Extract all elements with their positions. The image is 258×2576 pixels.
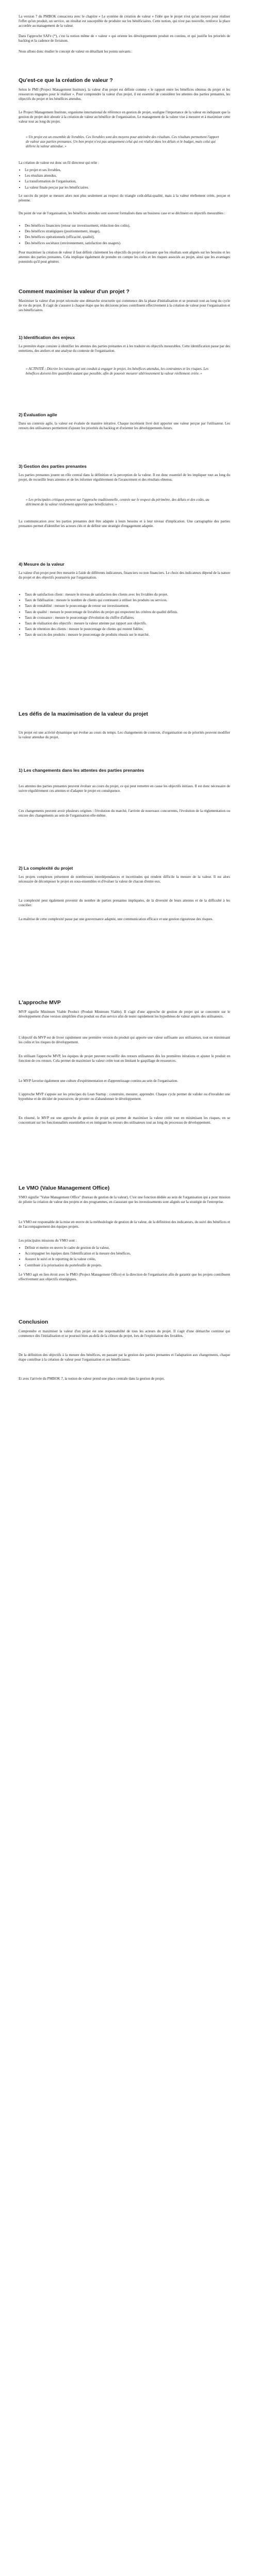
list-item: • Des bénéfices stratégiques (positionnement, image),: [25, 229, 231, 234]
mvp-paragraph-6: En résumé, le MVP est une approche de gestion de projet qui permet de maximiser la valeur créée tout en minimisant les risques, en se concentrant sur les fonctionnalités essentielles et en intégrant les retours des utilisateurs tout au long du processus de développement.: [19, 1116, 230, 1125]
complex-paragraph-1: Les projets complexes présentent de nombreuses interdépendances et incertitudes qui rendent difficile la mesure de la valeur. Il est alors nécessaire de décomposer le projet en sous-ensembles et d'évaluer la valeur de chacun d'entre eux.: [19, 875, 230, 884]
list-item: • Taux de rentabilité : mesure le pourcentage de retour sur investissement.: [25, 604, 231, 608]
change-paragraph-2: Ces changements peuvent avoir plusieurs origines : l'évolution du marché, l'arrivée de nouveaux concurrents, l'évolution de la réglementation ou encore des changements au sein de l'organisation elle-même.: [19, 809, 230, 818]
list-item: • Le projet et ses livrables,: [25, 168, 231, 173]
complex-paragraph-2: La complexité peut également provenir du nombre de parties prenantes impliquées, de la diversité de leurs attentes et de la difficulté à les concilier.: [19, 899, 230, 908]
gest-paragraph-1: Les parties prenantes jouent un rôle central dans la définition et la perception de la valeur. Il est donc essentiel de les impliquer tout au long du projet, de recueillir leurs attentes et de les informer régulièrement de l'avancement et des résultats obtenus.: [19, 473, 230, 482]
subheading-identification: 1) Identification des enjeux: [19, 335, 75, 340]
list-item: • Des bénéfices opérationnels (efficacité, qualité),: [25, 235, 231, 240]
gest-paragraph-2: La communication avec les parties prenantes doit être adaptée à leurs besoins et à leur niveau d'implication. Une cartographie des parties prenantes permet d'identifier les acteurs clés et de définir une stratégie d'engagement adaptée.: [19, 519, 230, 529]
list-item: • Taux de succès des produits : mesure le pourcentage de produits réussis sur le marché.: [25, 633, 231, 637]
list-item: • Assurer le suivi et le reporting de la valeur créée,: [25, 1257, 231, 1262]
subheading-gestion: 3) Gestion des parties prenantes: [19, 464, 87, 469]
mvp-paragraph-4: Le MVP favorise également une culture d'expérimentation et d'apprentissage continu au sein de l'organisation.: [19, 1079, 178, 1083]
vmo-paragraph-2: Le VMO est responsable de la mise en œuvre de la méthodologie de gestion de la valeur, de la définition des indicateurs, du suivi des bénéfices et de l'accompagnement des équipes projets.: [19, 1220, 230, 1229]
what-list: [19, 168, 231, 191]
list-item: • Des bénéfices sociétaux (environnement, satisfaction des usagers).: [25, 241, 231, 246]
list-item: • La transformation de l'organisation,: [25, 179, 231, 184]
list-item: • La valeur finale perçue par les bénéficiaires.: [25, 185, 231, 190]
list-item: • Taux de croissance : mesure le pourcentage d'évolution du chiffre d'affaires.: [25, 616, 231, 620]
mesure-paragraph-1: La valeur d'un projet peut être mesurée à l'aide de différents indicateurs, financiers ou non financiers. Le choix des indicateurs dépend de la nature du projet et des objectifs poursuivis par l'organisation.: [19, 571, 230, 580]
eval-paragraph-1: Dans un contexte agile, la valeur est évaluée de manière itérative. Chaque incrément livré doit apporter une valeur perçue par l'utilisateur. Les retours des utilisateurs permettent d'ajuster les priorités du backlog et d'orienter les développements futurs.: [19, 421, 230, 431]
list-item: • Contribuer à la priorisation du portefeuille de projets.: [25, 1263, 231, 1268]
defis-paragraph-1: Un projet est une activité dynamique qui évolue au cours du temps. Les changements de contexte, d'organisation ou de priorités peuvent modifier la valeur attendue du projet.: [19, 731, 230, 740]
conclusion-paragraph-2: De la définition des objectifs à la mesure des bénéfices, en passant par la gestion des parties prenantes et l'adaptation aux changements, chaque étape contribue à la création de valeur pour l'organisation et ses bénéficiaires.: [19, 1353, 230, 1362]
what-paragraph-2: Le Project Management Institute, organisme international de référence en gestion de projet, souligne l'importance de la valeur en indiquant que la gestion de projet doit aboutir à la création de valeur au bénéfice de l'organisation. Le management de la valeur vise à mesurer et à maximiser cette valeur tout au long du projet.: [19, 110, 230, 124]
mvp-paragraph-3: En utilisant l'approche MVP, les équipes de projet peuvent recueillir des retours utilisateurs dès les premières itérations et ajuster le produit en fonction de ces retours. Cela permet de maximiser la valeur créée tout en limitant le gaspillage de ressources.: [19, 1054, 230, 1063]
vmo-paragraph-4: Le VMO agit en lien étroit avec le PMO (Project Management Office) et la direction de l'organisation afin de garantir que les projets contribuent effectivement aux objectifs stratégiques.: [19, 1273, 230, 1282]
list-item: • Définir et mettre en œuvre le cadre de gestion de la valeur,: [25, 1246, 231, 1250]
vmo-list: [19, 1246, 231, 1269]
list-item: • Les résultats attendus,: [25, 174, 231, 178]
mvp-paragraph-5: L'approche MVP s'appuie sur les principes du Lean Startup : construire, mesurer, apprendre. Chaque cycle permet de valider ou d'invalider une hypothèse et de décider de poursuivre, de pivoter ou d'abandonner le développement.: [19, 1092, 230, 1101]
complex-paragraph-3: La maîtrise de cette complexité passe par une gouvernance adaptée, une communication efficace et une gestion rigoureuse des risques.: [19, 917, 213, 921]
mvp-paragraph-1: MVP signifie Minimum Viable Product (Produit Minimum Viable). Il s'agit d'une approche de gestion de projet qui se concentre sur le développement d'une version simplifiée d'un produit ou d'un service afin de tester rapidement les hypothèses de valeur auprès des utilisateurs.: [19, 1010, 230, 1019]
list-item: • Taux de fidélisation : mesure le nombre de clients qui continuent à utiliser les produits ou services.: [25, 598, 231, 603]
mvp-paragraph-2: L'objectif du MVP est de livrer rapidement une première version du produit qui apporte une valeur suffisante aux utilisateurs, tout en minimisant les coûts et les risques de développement.: [19, 1036, 230, 1045]
conclusion-paragraph-3: Et avec l'arrivée du PMBOK 7, la notion de valeur prend une place centrale dans la gestion de projet.: [19, 1377, 165, 1381]
section-heading-what: Qu'est-ce que la création de valeur ?: [19, 77, 113, 83]
list-item: • Accompagner les équipes dans l'identification et la mesure des bénéfices,: [25, 1251, 231, 1256]
subheading-evaluation: 2) Évaluation agile: [19, 412, 57, 417]
intro-paragraph-3: Nous allons donc étudier le concept de valeur en détaillant les points suivants :: [19, 49, 133, 54]
what-quote: « Un projet est un ensemble de livrables. Ces livrables sont des moyens pour atteindre des résultats. Ces résultats permettent l'apport de valeur aux parties prenantes. Un bon projet n'est pas uniquement celui qui est réalisé dans les délais et le budget, mais celui qui délivre la valeur attendue. »: [26, 135, 219, 149]
section-heading-defis: Les défis de la maximisation de la valeur du projet: [19, 711, 148, 717]
what-paragraph-5: Du point de vue de l'organisation, les bénéfices attendus sont souvent formalisés dans un business case et se déclinent en objectifs mesurables :: [19, 211, 225, 215]
vmo-paragraph-1: VMO signifie "Value Management Office" (bureau de gestion de la valeur). C'est une fonction dédiée au sein de l'organisation qui a pour mission de piloter la création de valeur des projets et des programmes, en s'assurant que les investissements sont alignés sur la stratégie de l'entreprise.: [19, 1195, 230, 1205]
subheading-mesure: 4) Mesure de la valeur: [19, 562, 64, 567]
list-item: • Taux de qualité : mesure le pourcentage de livrables du projet qui respectent les critères de qualité définis.: [25, 610, 231, 615]
what-paragraph-4: Le succès du projet se mesure alors non plus seulement au respect du triangle coût-délai-qualité, mais à la valeur réellement créée, perçue et pérenne.: [19, 194, 230, 203]
what-paragraph-1: Selon le PMI (Project Management Institute), la valeur d'un projet est définie comme « le rapport entre les bénéfices obtenus du projet et les ressources engagées pour le réaliser ». Pour comprendre la valeur d'un projet, il est essentiel de considérer les attentes des parties prenantes, les objectifs du projet et les bénéfices attendus.: [19, 88, 230, 101]
list-item: • Taux de réalisation des objectifs : mesure la valeur atteinte par rapport aux objectifs.: [25, 621, 231, 626]
list-item: • Taux de satisfaction client : mesure le niveau de satisfaction des clients avec les livrables du projet.: [25, 592, 231, 597]
what-paragraph-6: Pour maximiser la création de valeur il faut définir clairement les objectifs du projet et s'assurer que les résultats sont alignés sur les besoins et les attentes des parties prenantes. Cela implique également de prendre en compte les coûts et les risques associés au projet, ainsi que les avantages potentiels qu'il peut générer.: [19, 250, 230, 264]
section-heading-mvp: L'approche MVP: [19, 999, 61, 1006]
what-list-2: [19, 224, 231, 247]
mesure-list: [19, 592, 231, 639]
intro-paragraph-2: Dans l'approche SAFe (*), c'est la notion même de « valeur » qui oriente les développements produit en continu, et qui justifie les priorités de backlog et la cadence de livraison.: [19, 34, 230, 43]
list-item: • Des bénéfices financiers (retour sur investissement, réduction des coûts),: [25, 224, 231, 228]
section-heading-vmo: Le VMO (Value Management Office): [19, 1185, 110, 1191]
what-paragraph-3: La création de valeur est donc un fil directeur qui relie :: [19, 161, 100, 165]
change-paragraph-1: Les attentes des parties prenantes peuvent évoluer au cours du projet, ce qui peut remettre en cause les objectifs initiaux. Il est donc nécessaire de suivre régulièrement ces attentes et d'adapter le projet en conséquence.: [19, 784, 230, 793]
list-item: • Taux de rétention des clients : mesure le pourcentage de clients qui restent fidèles.: [25, 627, 231, 632]
section-heading-how: Comment maximiser la valeur d'un projet ?: [19, 289, 130, 295]
vmo-paragraph-3: Les principales missions du VMO sont :: [19, 1239, 77, 1243]
conclusion-paragraph-1: Comprendre et maximiser la valeur d'un projet est une responsabilité de tous les acteurs du projet. Il s'agit d'une démarche continue qui commence dès l'initialisation et se poursuit bien au-delà de la clôture du projet, lors de l'exploitation des livrables.: [19, 1329, 230, 1338]
ident-paragraph-1: La première étape consiste à identifier les attentes des parties prenantes et à les traduire en objectifs mesurables. Cette identification passe par des entretiens, des ateliers et une analyse du contexte de l'organisation.: [19, 344, 230, 353]
gest-quote: « Les principales critiques portent sur l'approche traditionnelle, centrée sur le respect du périmètre, des délais et des coûts, au détriment de la valeur réellement apportée aux bénéficiaires. »: [26, 498, 209, 507]
section-heading-conclusion: Conclusion: [19, 1319, 49, 1325]
how-paragraph-1: Maximiser la valeur d'un projet nécessite une démarche structurée qui commence dès la phase d'initialisation et se poursuit tout au long du cycle de vie du projet. Il s'agit de s'assurer à chaque étape que les décisions prises contribuent effectivement à la création de valeur pour l'organisation et ses bénéficiaires.: [19, 299, 230, 313]
subheading-changements: 1) Les changements dans les attentes des parties prenantes: [19, 768, 144, 773]
intro-paragraph: La version 7 du PMBOK consacrera avec le chapitre « Le système de création de valeur » l'idée que le projet n'est qu'un moyen pour réaliser l'effet qu'un produit, un service, un résultat est susceptible de produire sur les bénéficiaires. Cette notion, qui n'est pas nouvelle, renforce la place accordée au management de la valeur.: [19, 14, 230, 28]
ident-quote: « ACTIVITÉ : Décrire les raisons qui ont conduit à engager le projet, les bénéfices attendus, les contraintes et les risques. Les bénéfices doivent être quantifiés autant que possible, afin de pouvoir mesurer ultérieurement la valeur réellement créée. »: [26, 367, 208, 376]
subheading-complexite: 2) La complexité du projet: [19, 866, 73, 871]
